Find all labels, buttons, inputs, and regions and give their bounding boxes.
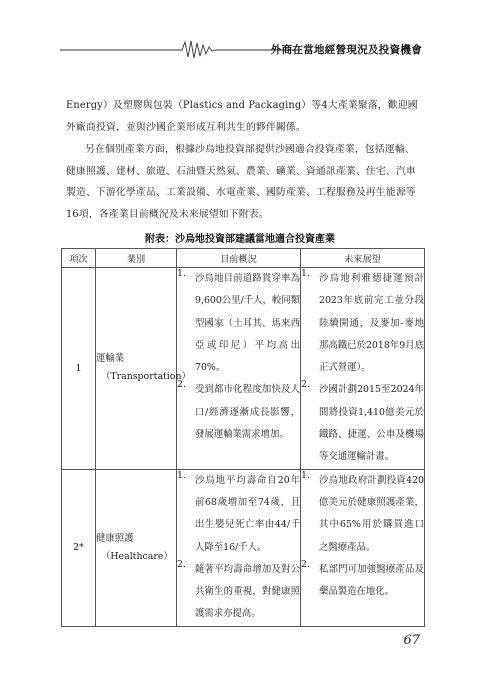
header-cell-current: 目前概況 — [177, 249, 301, 268]
row-number: 2* — [62, 469, 96, 626]
list-item — [177, 470, 300, 559]
outlook-cell — [301, 469, 425, 626]
item-text: 沙國計劃2015至2024年間將投資1,410億美元於鐵路、捷運、公車及機場等交通運輸計畫。 — [319, 384, 424, 463]
running-header — [60, 38, 422, 60]
page-number: 67 — [403, 633, 420, 648]
item-number: 1. — [301, 469, 310, 481]
outlook-cell — [301, 268, 425, 470]
item-text: 隨著平均壽命增加及對公共衛生的重視，對健康照護需求亦提高。 — [195, 563, 300, 620]
item-number: 2. — [301, 379, 310, 391]
category-name-en: （Healthcare） — [101, 550, 173, 562]
item-text: 受到都市化程度加快及人口/經濟逐漸成長影響，發展運輸業需求增加。 — [195, 384, 300, 441]
header-cell-category: 業別 — [96, 249, 177, 268]
current-status-cell — [177, 469, 301, 626]
header-title: 外商在當地經營現況及投資機會 — [270, 44, 422, 56]
item-number: 2. — [301, 558, 310, 570]
item-text: 沙烏地政府計劃投資420億美元於健康照護產業，其中65%用於購買進口之醫療產品。 — [319, 474, 424, 553]
item-text: 私部門可加強醫療產品及藥品製造在地化。 — [319, 563, 424, 598]
table-header-row — [62, 249, 425, 268]
table-row — [62, 469, 425, 626]
item-text: 沙烏地利雅德捷運預計2023年底前完工並分段陸續開通，及麥加-麥地那高鐵已於2018年9月底正式營運）。 — [319, 273, 424, 374]
item-text: 沙烏地目前道路貫穿率為9,600公里/千人，較同類型國家（土耳其、馬來西亞或印尼）平均高出70%。 — [195, 273, 300, 374]
item-number: 1. — [177, 469, 186, 481]
category-name-zh: 運輸業 — [96, 353, 125, 365]
category-name-en: （Transportation） — [101, 371, 191, 383]
header-cell-number: 項次 — [62, 249, 96, 268]
list-item — [301, 379, 424, 468]
row-number: 1 — [62, 268, 96, 470]
list-item — [177, 379, 300, 446]
list-item — [301, 268, 424, 379]
list-item — [177, 268, 300, 379]
item-number: 2. — [177, 379, 186, 391]
item-text: 沙烏地平均壽命自20年前68歲增加至74歲，且出生嬰兒死亡率由44/千人降至16/千人。 — [195, 474, 300, 553]
item-number: 2. — [177, 558, 186, 570]
row-category — [96, 469, 177, 626]
header-cell-outlook: 未來展望 — [301, 249, 425, 268]
row-category — [96, 268, 191, 470]
paragraph-1: Energy）及塑膠與包裝（Plastics and Packaging）等4大產業聚落，歡迎國外廠商投資，並與沙國企業形成互利共生的夥伴關係。 — [66, 100, 418, 133]
paragraph-2: 另在個別產業方面，根據沙烏地投資部提供沙國適合投資產業，包括運輸、健康照護、建材、旅遊、石油暨天然氣、農業、礦業、資通訊產業、住宅、汽車製造、下游化學產品、工業設備、水電產業、國防產業、工程服務及再生能源等16項，各產業目前概況及未來展望如下附表。 — [66, 144, 416, 220]
table-caption: 附表：沙烏地投資部建議當地適合投資產業 — [145, 234, 335, 245]
item-number: 1. — [177, 268, 186, 279]
table-row — [62, 268, 425, 470]
list-item — [177, 559, 300, 626]
list-item — [301, 470, 424, 559]
item-number: 1. — [301, 268, 310, 279]
industry-table — [61, 248, 425, 627]
list-item — [301, 559, 424, 604]
category-name-zh: 健康照護 — [96, 532, 134, 544]
heartbeat-line-icon — [60, 38, 300, 60]
current-status-cell — [177, 268, 301, 470]
